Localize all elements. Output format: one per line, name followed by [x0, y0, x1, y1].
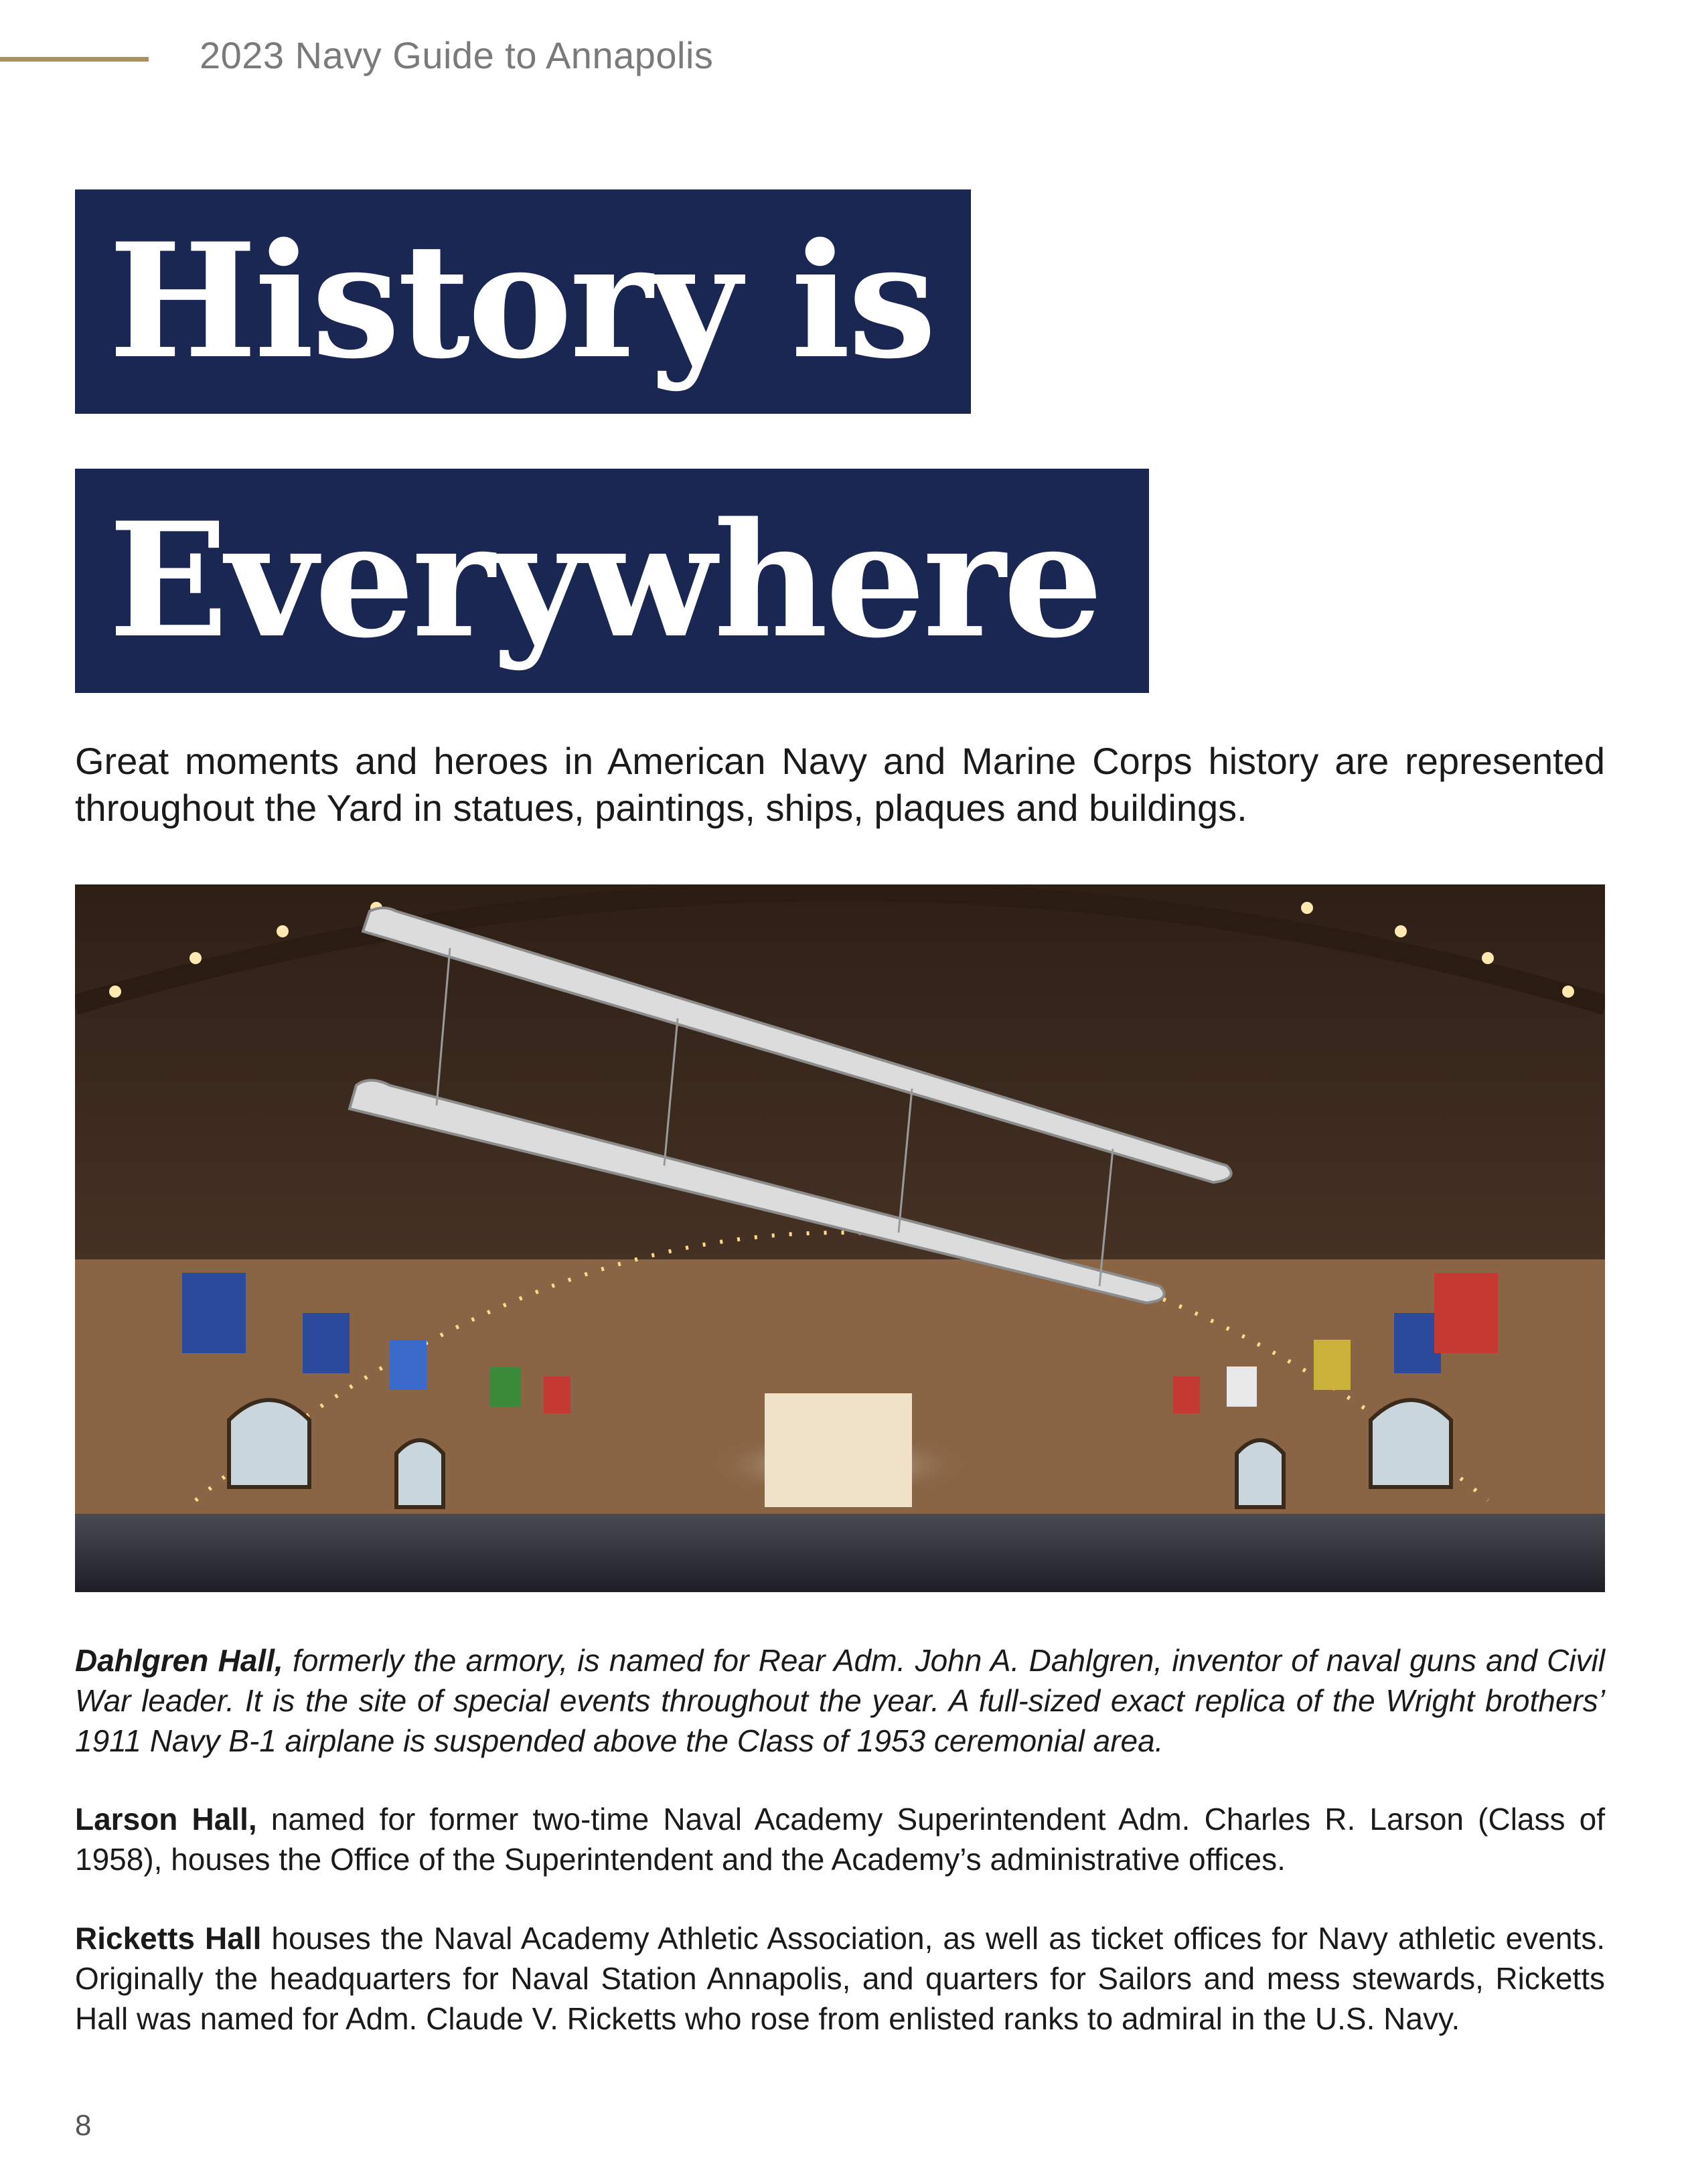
- intro-paragraph: Great moments and heroes in American Navy and Marine Corps history are represented throughout the Yard in statues, paintings, ships, plaques and buildings.: [75, 740, 1605, 829]
- title-line-1-text: History is: [108, 209, 934, 394]
- title-line-2-text: Everywhere: [108, 488, 1101, 673]
- running-header: 2023 Navy Guide to Annapolis: [200, 34, 714, 76]
- ricketts-hall-lead: Ricketts Hall: [75, 1921, 262, 1956]
- larson-hall-paragraph: [75, 1799, 1605, 1879]
- larson-hall-lead: Larson Hall,: [75, 1802, 257, 1837]
- page-number: 8: [75, 2109, 92, 2142]
- title-line-1: [75, 189, 971, 414]
- dahlgren-hall-text: formerly the armory, is named for Rear Adm. John A. Dahlgren, inventor of naval guns and Civil War leader. It is the site of special events throughout the year. A full-sized exact replica of the Wright brothers’ 1911 Navy B-1 airplane is suspended above the Class of 1953 ceremonial area.: [75, 1643, 1605, 1758]
- ricketts-hall-paragraph: [75, 1918, 1605, 2039]
- header-rule: [0, 57, 149, 62]
- dahlgren-hall-lead: Dahlgren Hall,: [75, 1643, 283, 1678]
- dahlgren-hall-photo: [75, 884, 1605, 1592]
- larson-hall-text: named for former two-time Naval Academy Superintendent Adm. Charles R. Larson (Class of 1958), houses the Office of the Superintendent and the Academy’s administrative offices.: [75, 1802, 1605, 1877]
- dahlgren-hall-paragraph: [75, 1640, 1605, 1761]
- ricketts-hall-text: houses the Naval Academy Athletic Association, as well as ticket offices for Navy athletic events. Originally the headquarters for Naval Station Annapolis, and quarters for Sailors and mess stewards, Ricketts Hall was named for Adm. Claude V. Ricketts who rose from enlisted ranks to admiral in the U.S. Navy.: [75, 1921, 1605, 2036]
- title-line-2: [75, 469, 1149, 693]
